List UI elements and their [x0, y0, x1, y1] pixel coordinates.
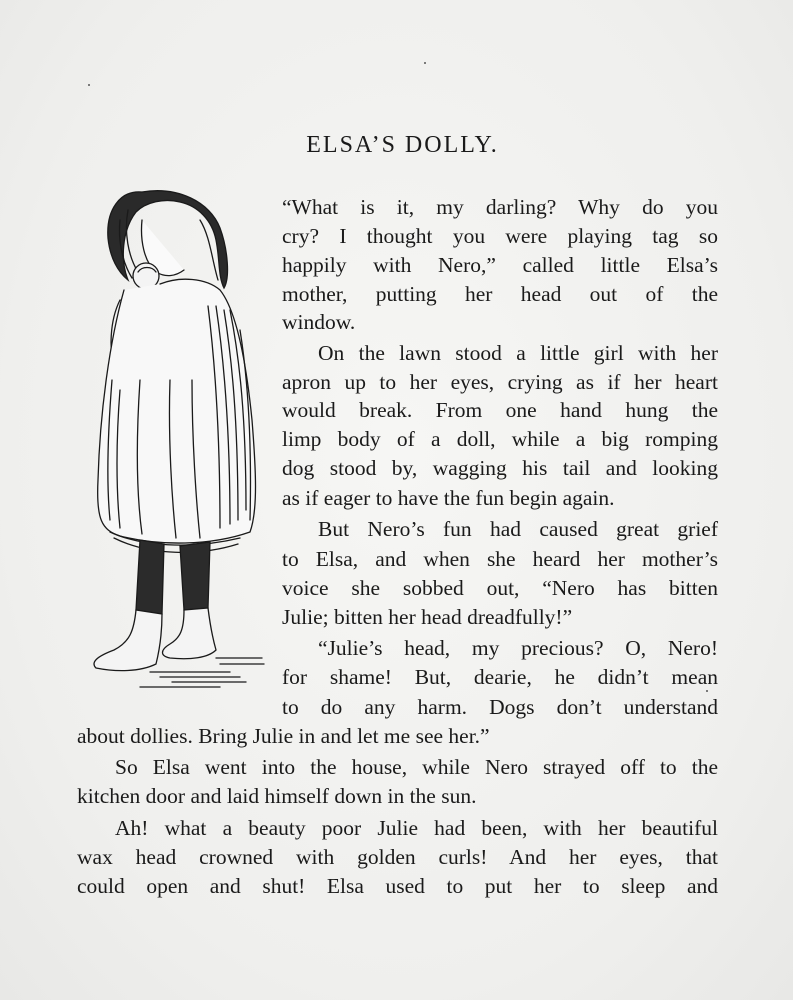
paper-speck — [424, 62, 426, 64]
text-line: about dollies. Bring Julie in and let me see her.” — [77, 724, 490, 748]
text-line: kitchen door and laid himself down in the sun. — [77, 784, 477, 808]
text-line: But Nero’s fun had caused great grief — [318, 517, 718, 541]
text-line: window. — [282, 310, 356, 334]
text-line: apron up to her eyes, crying as if her heart — [282, 370, 718, 394]
text-line: could open and shut! Elsa used to put her to sleep and — [77, 874, 718, 898]
girl-holding-doll-illustration — [80, 180, 270, 700]
text-line: to do any harm. Dogs don’t understand — [282, 695, 718, 719]
text-line: mother, putting her head out of the — [282, 282, 718, 306]
text-line: as if eager to have the fun begin again. — [282, 486, 615, 510]
text-line: So Elsa went into the house, while Nero strayed off to the — [115, 755, 718, 779]
text-line: for shame! But, dearie, he didn’t mean — [282, 665, 718, 689]
text-line: dog stood by, wagging his tail and looking — [282, 456, 718, 480]
text-line: Julie; bitten her head dreadfully!” — [282, 605, 573, 629]
text-line: “Julie’s head, my precious? O, Nero! — [318, 636, 718, 660]
text-line: happily with Nero,” called little Elsa’s — [282, 253, 718, 277]
text-line: would break. From one hand hung the — [282, 398, 718, 422]
text-line: cry? I thought you were playing tag so — [282, 224, 718, 248]
text-line: “What is it, my darling? Why do you — [282, 195, 718, 219]
text-line: Ah! what a beauty poor Julie had been, with her beautiful — [115, 816, 718, 840]
paper-speck — [88, 84, 90, 86]
text-line: wax head crowned with golden curls! And her eyes, that — [77, 845, 718, 869]
text-line: to Elsa, and when she heard her mother’s — [282, 547, 718, 571]
page-title: ELSA’S DOLLY. — [306, 132, 499, 158]
text-line: voice she sobbed out, “Nero has bitten — [282, 576, 718, 600]
text-line: limp body of a doll, while a big romping — [282, 427, 718, 451]
paper-speck — [706, 690, 708, 692]
text-line: On the lawn stood a little girl with her — [318, 341, 718, 365]
